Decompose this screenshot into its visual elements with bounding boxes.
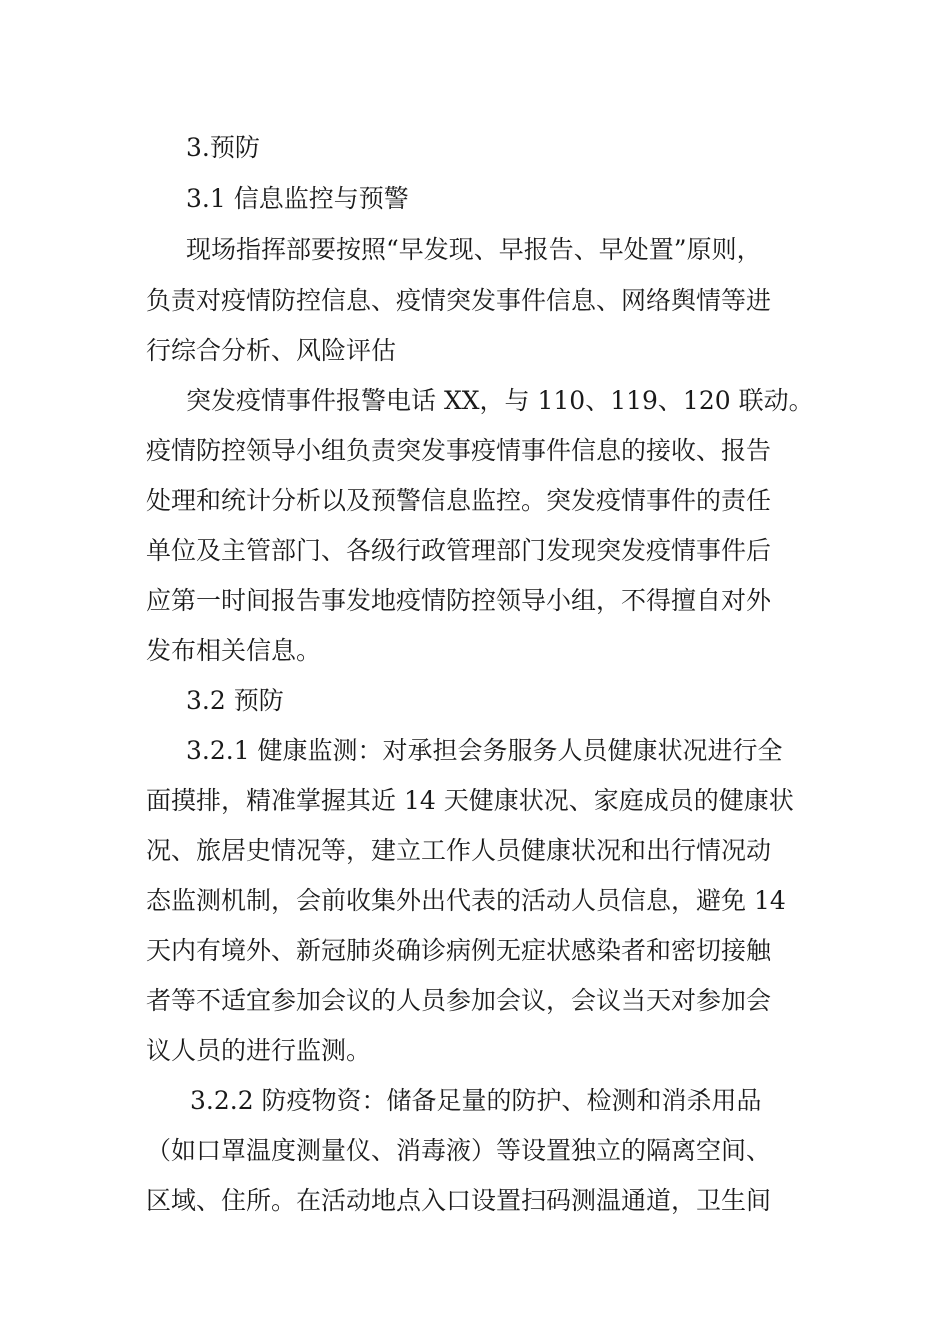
paragraph-line: 发布相关信息。 <box>146 636 322 665</box>
paragraph-line: 突发疫情事件报警电话 XX，与 110、119、120 联动。 <box>186 386 814 415</box>
paragraph-line: 态监测机制，会前收集外出代表的活动人员信息，避免 14 <box>146 886 786 915</box>
section-heading-3: 3.预防 <box>186 133 260 162</box>
paragraph-line: 处理和统计分析以及预警信息监控。突发疫情事件的责任 <box>146 486 772 515</box>
paragraph-line: 议人员的进行监测。 <box>146 1036 372 1065</box>
subsection-heading-3-2: 3.2 预防 <box>186 686 284 715</box>
paragraph-line: 天内有境外、新冠肺炎确诊病例无症状感染者和密切接触 <box>146 936 772 965</box>
paragraph-line: （如口罩温度测量仪、消毒液）等设置独立的隔离空间、 <box>146 1136 772 1165</box>
paragraph-line: 行综合分析、风险评估 <box>146 336 397 365</box>
paragraph-line: 3.2.2 防疫物资：储备足量的防护、检测和消杀用品 <box>190 1086 762 1115</box>
paragraph-line: 负责对疫情防控信息、疫情突发事件信息、网络舆情等进 <box>146 286 772 315</box>
paragraph-line: 况、旅居史情况等，建立工作人员健康状况和出行情况动 <box>146 836 772 865</box>
subsection-heading-3-1: 3.1 信息监控与预警 <box>186 184 409 213</box>
paragraph-line: 者等不适宜参加会议的人员参加会议，会议当天对参加会 <box>146 986 772 1015</box>
paragraph-line: 面摸排，精准掌握其近 14 天健康状况、家庭成员的健康状 <box>146 786 794 815</box>
paragraph-line: 现场指挥部要按照“早发现、早报告、早处置”原则， <box>186 235 762 264</box>
paragraph-line: 疫情防控领导小组负责突发事疫情事件信息的接收、报告 <box>146 436 772 465</box>
paragraph-line: 单位及主管部门、各级行政管理部门发现突发疫情事件后 <box>146 536 772 565</box>
paragraph-line: 3.2.1 健康监测：对承担会务服务人员健康状况进行全 <box>186 736 783 765</box>
paragraph-line: 区域、住所。在活动地点入口设置扫码测温通道，卫生间 <box>146 1186 772 1215</box>
paragraph-line: 应第一时间报告事发地疫情防控领导小组，不得擅自对外 <box>146 586 772 615</box>
